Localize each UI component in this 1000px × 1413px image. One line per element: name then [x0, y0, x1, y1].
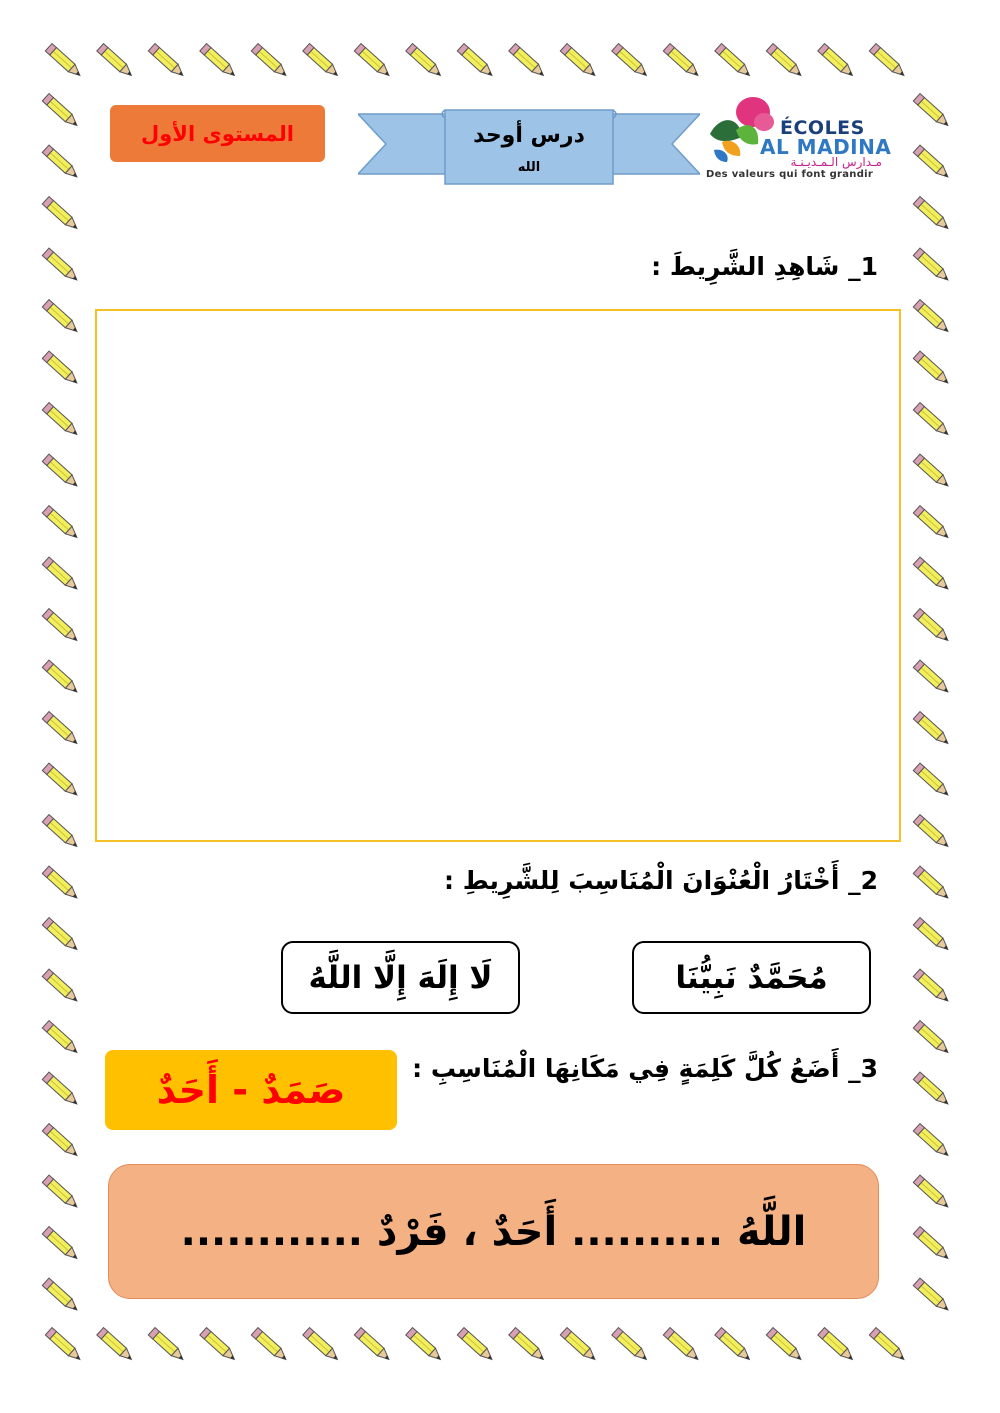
pencil-icon [913, 815, 951, 851]
pencil-icon [766, 1328, 804, 1364]
sentence-part-1: اللَّهُ [737, 1208, 807, 1255]
pencil-icon [42, 918, 80, 954]
pencil-icon [42, 1072, 80, 1108]
blank-drop-zone-2[interactable]: ............ [180, 1208, 363, 1255]
lesson-title: درس أوحد [473, 123, 585, 148]
pencil-icon [913, 1227, 951, 1263]
pencil-icon [148, 44, 186, 80]
pencil-icon [913, 712, 951, 748]
pencil-icon [406, 1328, 444, 1364]
pencil-icon [913, 1278, 951, 1314]
pencil-icon [42, 454, 80, 490]
pencil-icon [913, 609, 951, 645]
pencil-icon [913, 1124, 951, 1160]
pencil-icon [42, 609, 80, 645]
pencil-icon [869, 44, 907, 80]
pencil-icon [42, 248, 80, 284]
pencil-icon [913, 969, 951, 1005]
pencil-icon [42, 300, 80, 336]
question-3: 3_ أَضَعُ كُلَّ كَلِمَةٍ فِي مَكَانِهَا الْمُنَاسِبِ : [412, 1054, 878, 1083]
pencil-icon [42, 1021, 80, 1057]
pencil-icon [913, 763, 951, 799]
question-1: 1_ شَاهِدِ الشَّرِيطَ : [651, 252, 878, 281]
pencil-icon [913, 454, 951, 490]
pencil-icon [913, 1072, 951, 1108]
pencil-icon [42, 1175, 80, 1211]
pencil-icon [913, 300, 951, 336]
pencil-icon [45, 1328, 83, 1364]
pencil-icon [42, 557, 80, 593]
pencil-icon [715, 44, 753, 80]
level-badge: المستوى الأول [110, 105, 325, 162]
pencil-icon [42, 506, 80, 542]
lesson-subtitle: الله [517, 160, 541, 175]
pencil-icon [42, 815, 80, 851]
pencil-icon [913, 351, 951, 387]
pencil-icon [42, 1278, 80, 1314]
pencil-icon [406, 44, 444, 80]
pencil-icon [913, 94, 951, 130]
pencil-icon [869, 1328, 907, 1364]
pencil-icon [251, 1328, 289, 1364]
pencil-icon [42, 969, 80, 1005]
pencil-icon [509, 1328, 547, 1364]
pencil-icon [913, 248, 951, 284]
pencil-icon [97, 44, 135, 80]
pencil-icon [457, 44, 495, 80]
pencil-icon [457, 1328, 495, 1364]
pencil-icon [303, 1328, 341, 1364]
pencil-icon [560, 44, 598, 80]
pencil-icon [42, 763, 80, 799]
title-option-1[interactable]: مُحَمَّدٌ نَبِيُّنَا [632, 941, 871, 1014]
pencil-icon [200, 1328, 238, 1364]
pencil-icon [612, 1328, 650, 1364]
pencil-icon [42, 1124, 80, 1160]
pencil-icon [913, 660, 951, 696]
pencil-icon [913, 506, 951, 542]
pencil-icon [663, 1328, 701, 1364]
pencil-icon [913, 145, 951, 181]
pencil-icon [354, 1328, 392, 1364]
title-option-2[interactable]: لَا إِلَهَ إِلَّا اللَّهُ [281, 941, 520, 1014]
logo-text-ecoles: ÉCOLES [780, 117, 865, 139]
question-2: 2_ أَخْتَارُ الْعُنْوَانَ الْمُنَاسِبَ لِلشَّرِيطِ : [444, 866, 878, 895]
logo-text-arabic: مـدارس الـمـديـنـة [790, 155, 882, 169]
video-player[interactable] [95, 309, 901, 842]
pencil-icon [818, 1328, 856, 1364]
pencil-icon [913, 403, 951, 439]
pencil-icon [200, 44, 238, 80]
pencil-icon [560, 1328, 598, 1364]
pencil-icon [612, 44, 650, 80]
pencil-icon [354, 44, 392, 80]
pencil-icon [913, 1175, 951, 1211]
pencil-icon [42, 712, 80, 748]
pencil-icon [818, 44, 856, 80]
pencil-icon [42, 351, 80, 387]
sentence-part-2: أَحَدٌ ، فَرْدٌ [376, 1208, 558, 1255]
pencil-icon [303, 44, 341, 80]
pencil-icon [509, 44, 547, 80]
blank-drop-zone-1[interactable]: .......... [571, 1208, 724, 1255]
pencil-icon [913, 918, 951, 954]
pencil-icon [766, 44, 804, 80]
pencil-icon [42, 403, 80, 439]
pencil-icon [42, 145, 80, 181]
logo-tagline: Des valeurs qui font grandir [706, 169, 874, 180]
pencil-icon [251, 44, 289, 80]
fill-in-sentence [108, 1164, 879, 1299]
pencil-icon [913, 866, 951, 902]
pencil-icon [913, 197, 951, 233]
pencil-icon [148, 1328, 186, 1364]
pencil-icon [42, 94, 80, 130]
pencil-icon [913, 1021, 951, 1057]
pencil-icon [42, 197, 80, 233]
pencil-icon [715, 1328, 753, 1364]
pencil-icon [663, 44, 701, 80]
pencil-icon [42, 1227, 80, 1263]
pencil-icon [45, 44, 83, 80]
pencil-icon [42, 866, 80, 902]
word-bank[interactable]: صَمَدٌ - أَحَدٌ [105, 1050, 397, 1130]
pencil-icon [913, 557, 951, 593]
logo-text-al-madina: AL MADINA [760, 135, 892, 159]
pencil-icon [97, 1328, 135, 1364]
pencil-icon [42, 660, 80, 696]
